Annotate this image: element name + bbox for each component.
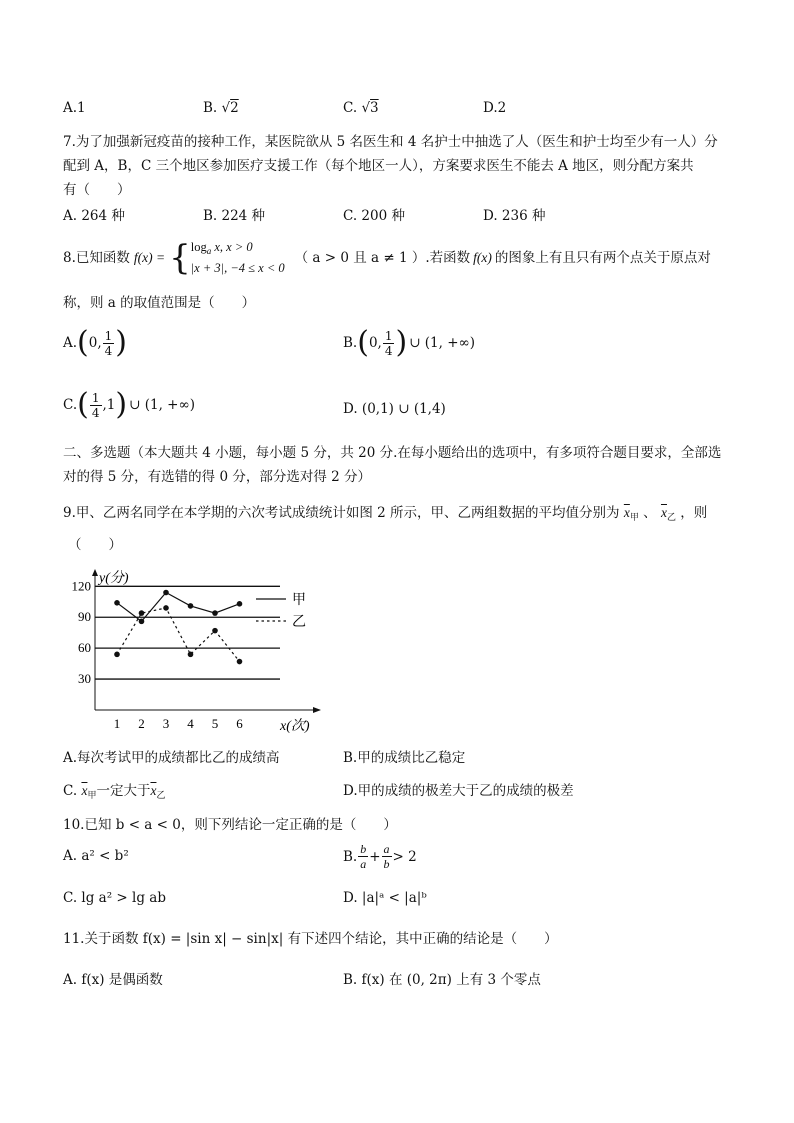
q9-line-2: （ ） (68, 537, 122, 553)
q8-fx-2: f(x) (473, 250, 492, 265)
data-point (163, 605, 169, 611)
q8-prefix: 8.已知函数 (63, 250, 130, 266)
q9-text: 9.甲、乙两名同学在本学期的六次考试成绩统计如图 2 所示，甲、乙两组数据的平均值分别为 (63, 505, 620, 521)
left-paren-icon: ( (357, 325, 369, 360)
q9-option-c-mean-yi-sub: 乙 (156, 791, 166, 801)
x-tick-label: 2 (138, 716, 145, 731)
data-point (139, 619, 145, 625)
q8-option-c (63, 387, 195, 422)
score-line-chart (60, 566, 340, 736)
q8-option-b-tail: ∪ (1, +∞) (409, 335, 476, 351)
q10-option-b-label: B. (343, 848, 358, 865)
right-paren-icon: ) (115, 387, 128, 422)
fraction (358, 842, 368, 871)
right-paren-icon: ) (115, 325, 128, 360)
q10-option-c: C. lg a² > lg ab (63, 890, 166, 906)
q9-option-d: D.甲的成绩的极差大于乙的成绩的极差 (343, 783, 574, 799)
q9-mean-jia-sub: 甲 (629, 513, 639, 523)
x-tick-label: 3 (162, 716, 170, 731)
x-axis-label: x(次) (280, 719, 310, 734)
q9-option-c-mean-yi: $\overline{x}$ (150, 783, 157, 798)
q9-option-b: B.甲的成绩比乙稳定 (343, 750, 466, 766)
q8-option-b-label: B. (343, 335, 358, 351)
data-point (188, 603, 194, 609)
section-2-line-2: 对的得 5 分，有选错的得 0 分，部分选对得 2 分） (63, 469, 372, 485)
q9-mean-yi-sub: 乙 (666, 513, 676, 523)
x-axis-arrow-icon (313, 707, 321, 713)
q6-option-c-radicand: 3 (370, 100, 379, 116)
q9-option-c-label: C. (63, 783, 78, 799)
frac-den: 4 (384, 343, 393, 358)
q8-case-2: |x + 3|, −4 ≤ x < 0 (190, 261, 285, 275)
left-paren-icon: ( (77, 325, 89, 360)
q9-sep: 、 (643, 505, 657, 521)
q8-option-b (343, 325, 476, 360)
q7-line-1: 7.为了加强新冠疫苗的接种工作，某医院欲从 5 名医生和 4 名护士中抽选了人（医生和护士均至少有一人）分 (63, 134, 718, 150)
data-point (212, 628, 218, 634)
q8-option-a-zero: 0, (88, 335, 102, 351)
q6-option-d: D.2 (483, 100, 507, 116)
q6-option-c-label: C. (343, 100, 358, 116)
q7-option-c: C. 200 种 (343, 208, 405, 224)
q8-condition: （ a > 0 且 a ≠ 1 ）.若函数 (294, 250, 471, 266)
y-tick-label: 60 (78, 640, 91, 656)
y-tick-label: 120 (71, 578, 91, 594)
q8-option-c-tail: ∪ (1, +∞) (129, 397, 195, 413)
q8-suffix: 的图象上有且只有两个点关于原点对 (494, 250, 711, 266)
left-brace-icon: { (169, 238, 191, 278)
q9-option-c (63, 781, 165, 806)
q9-line-1 (63, 503, 707, 528)
x-tick-label: 4 (187, 716, 194, 731)
q10-option-b (343, 842, 417, 871)
q10-line: 10.已知 b < a < 0，则下列结论一定正确的是（ ） (63, 817, 397, 833)
q8-case-1-log: log (190, 240, 207, 254)
q11-option-b: B. f(x) 在 (0, 2π) 上有 3 个零点 (343, 972, 541, 988)
q6-option-a: A.1 (63, 100, 86, 116)
q8-option-b-zero: 0, (368, 335, 382, 351)
q9-option-c-mid: 一定大于 (96, 783, 151, 799)
data-point (163, 590, 169, 596)
sqrt-icon: √ (221, 100, 231, 116)
data-point (114, 652, 120, 658)
q8-piecewise (191, 239, 285, 277)
legend-label: 乙 (292, 615, 306, 630)
y-axis-label: y(分) (99, 571, 129, 586)
q11-option-a: A. f(x) 是偶函数 (63, 972, 163, 988)
section-2-line-1: 二、多选题（本大题共 4 小题，每小题 5 分，共 20 分.在每小题给出的选项中，有多项符合题目要求，全部选 (63, 445, 722, 461)
frac-num: 1 (104, 328, 113, 343)
q8-option-c-one: ,1 (102, 397, 116, 413)
frac-den: a (360, 857, 367, 871)
data-point (139, 610, 145, 616)
left-paren-icon: ( (77, 387, 89, 422)
q10-option-d: D. |a|ᵃ < |a|ᵇ (343, 890, 427, 906)
q9-mean-jia: $\overline{x}$ (623, 505, 630, 520)
frac-den: 4 (91, 405, 100, 420)
data-point (114, 600, 120, 606)
q8-option-a-label: A. (63, 335, 78, 351)
y-tick-label: 90 (78, 609, 91, 625)
q10-option-a: A. a² < b² (63, 848, 129, 864)
q9-option-c-mean-jia: $\overline{x}$ (81, 783, 88, 798)
x-tick-label: 1 (113, 716, 121, 731)
plus-sign: + (369, 848, 381, 865)
q8-fx: f(x) = (133, 250, 166, 265)
q7-line-3: 有（ ） (63, 182, 131, 198)
fraction (90, 391, 102, 420)
frac-num: b (360, 842, 367, 856)
q8-case-1 (191, 240, 253, 254)
q9-tail: ，则 (680, 505, 708, 521)
frac-num: a (383, 842, 390, 856)
q6-option-b (203, 98, 239, 118)
q8-line-1 (63, 236, 711, 280)
data-point (237, 601, 243, 607)
fraction (103, 329, 115, 358)
q7-option-d: D. 236 种 (483, 208, 546, 224)
q7-option-a: A. 264 种 (63, 208, 125, 224)
fraction (382, 842, 392, 871)
data-point (212, 610, 218, 616)
q10-option-b-tail: > 2 (392, 848, 417, 865)
q9-option-c-mean-jia-sub: 甲 (87, 791, 97, 801)
x-tick-label: 6 (236, 716, 243, 731)
q8-option-c-label: C. (63, 397, 78, 413)
legend-label: 甲 (292, 593, 306, 608)
frac-num: 1 (91, 390, 100, 405)
data-point (188, 652, 194, 658)
q8-line-2: 称，则 a 的取值范围是（ ） (63, 295, 256, 311)
frac-den: b (383, 857, 390, 871)
data-point (237, 659, 243, 665)
q6-option-c (343, 98, 379, 118)
q6-option-b-label: B. (203, 100, 218, 116)
q7-line-2: 配到 A，B，C 三个地区参加医疗支援工作（每个地区一人），方案要求医生不能去 A 地区，则分配方案共 (63, 158, 694, 174)
x-tick-label: 5 (211, 716, 219, 731)
frac-den: 4 (104, 343, 113, 358)
fraction (383, 329, 395, 358)
q9-mean-yi: $\overline{x}$ (660, 505, 667, 520)
q8-case-1-rest: x, x > 0 (211, 240, 253, 254)
q11-line: 11.关于函数 f(x) = |sin x| − sin|x| 有下述四个结论，其中正确的结论是（ ） (63, 931, 558, 947)
q8-option-d: D. (0,1) ∪ (1,4) (343, 401, 446, 417)
frac-num: 1 (384, 328, 393, 343)
q8-case-1-base: a (206, 246, 212, 256)
right-paren-icon: ) (395, 325, 408, 360)
q6-option-b-radicand: 2 (230, 100, 239, 116)
q8-option-a (63, 325, 128, 360)
sqrt-icon: √ (361, 100, 371, 116)
q9-option-a: A.每次考试甲的成绩都比乙的成绩高 (63, 750, 280, 766)
q7-option-b: B. 224 种 (203, 208, 266, 224)
y-tick-label: 30 (78, 671, 91, 687)
y-axis-arrow-icon (92, 569, 98, 576)
